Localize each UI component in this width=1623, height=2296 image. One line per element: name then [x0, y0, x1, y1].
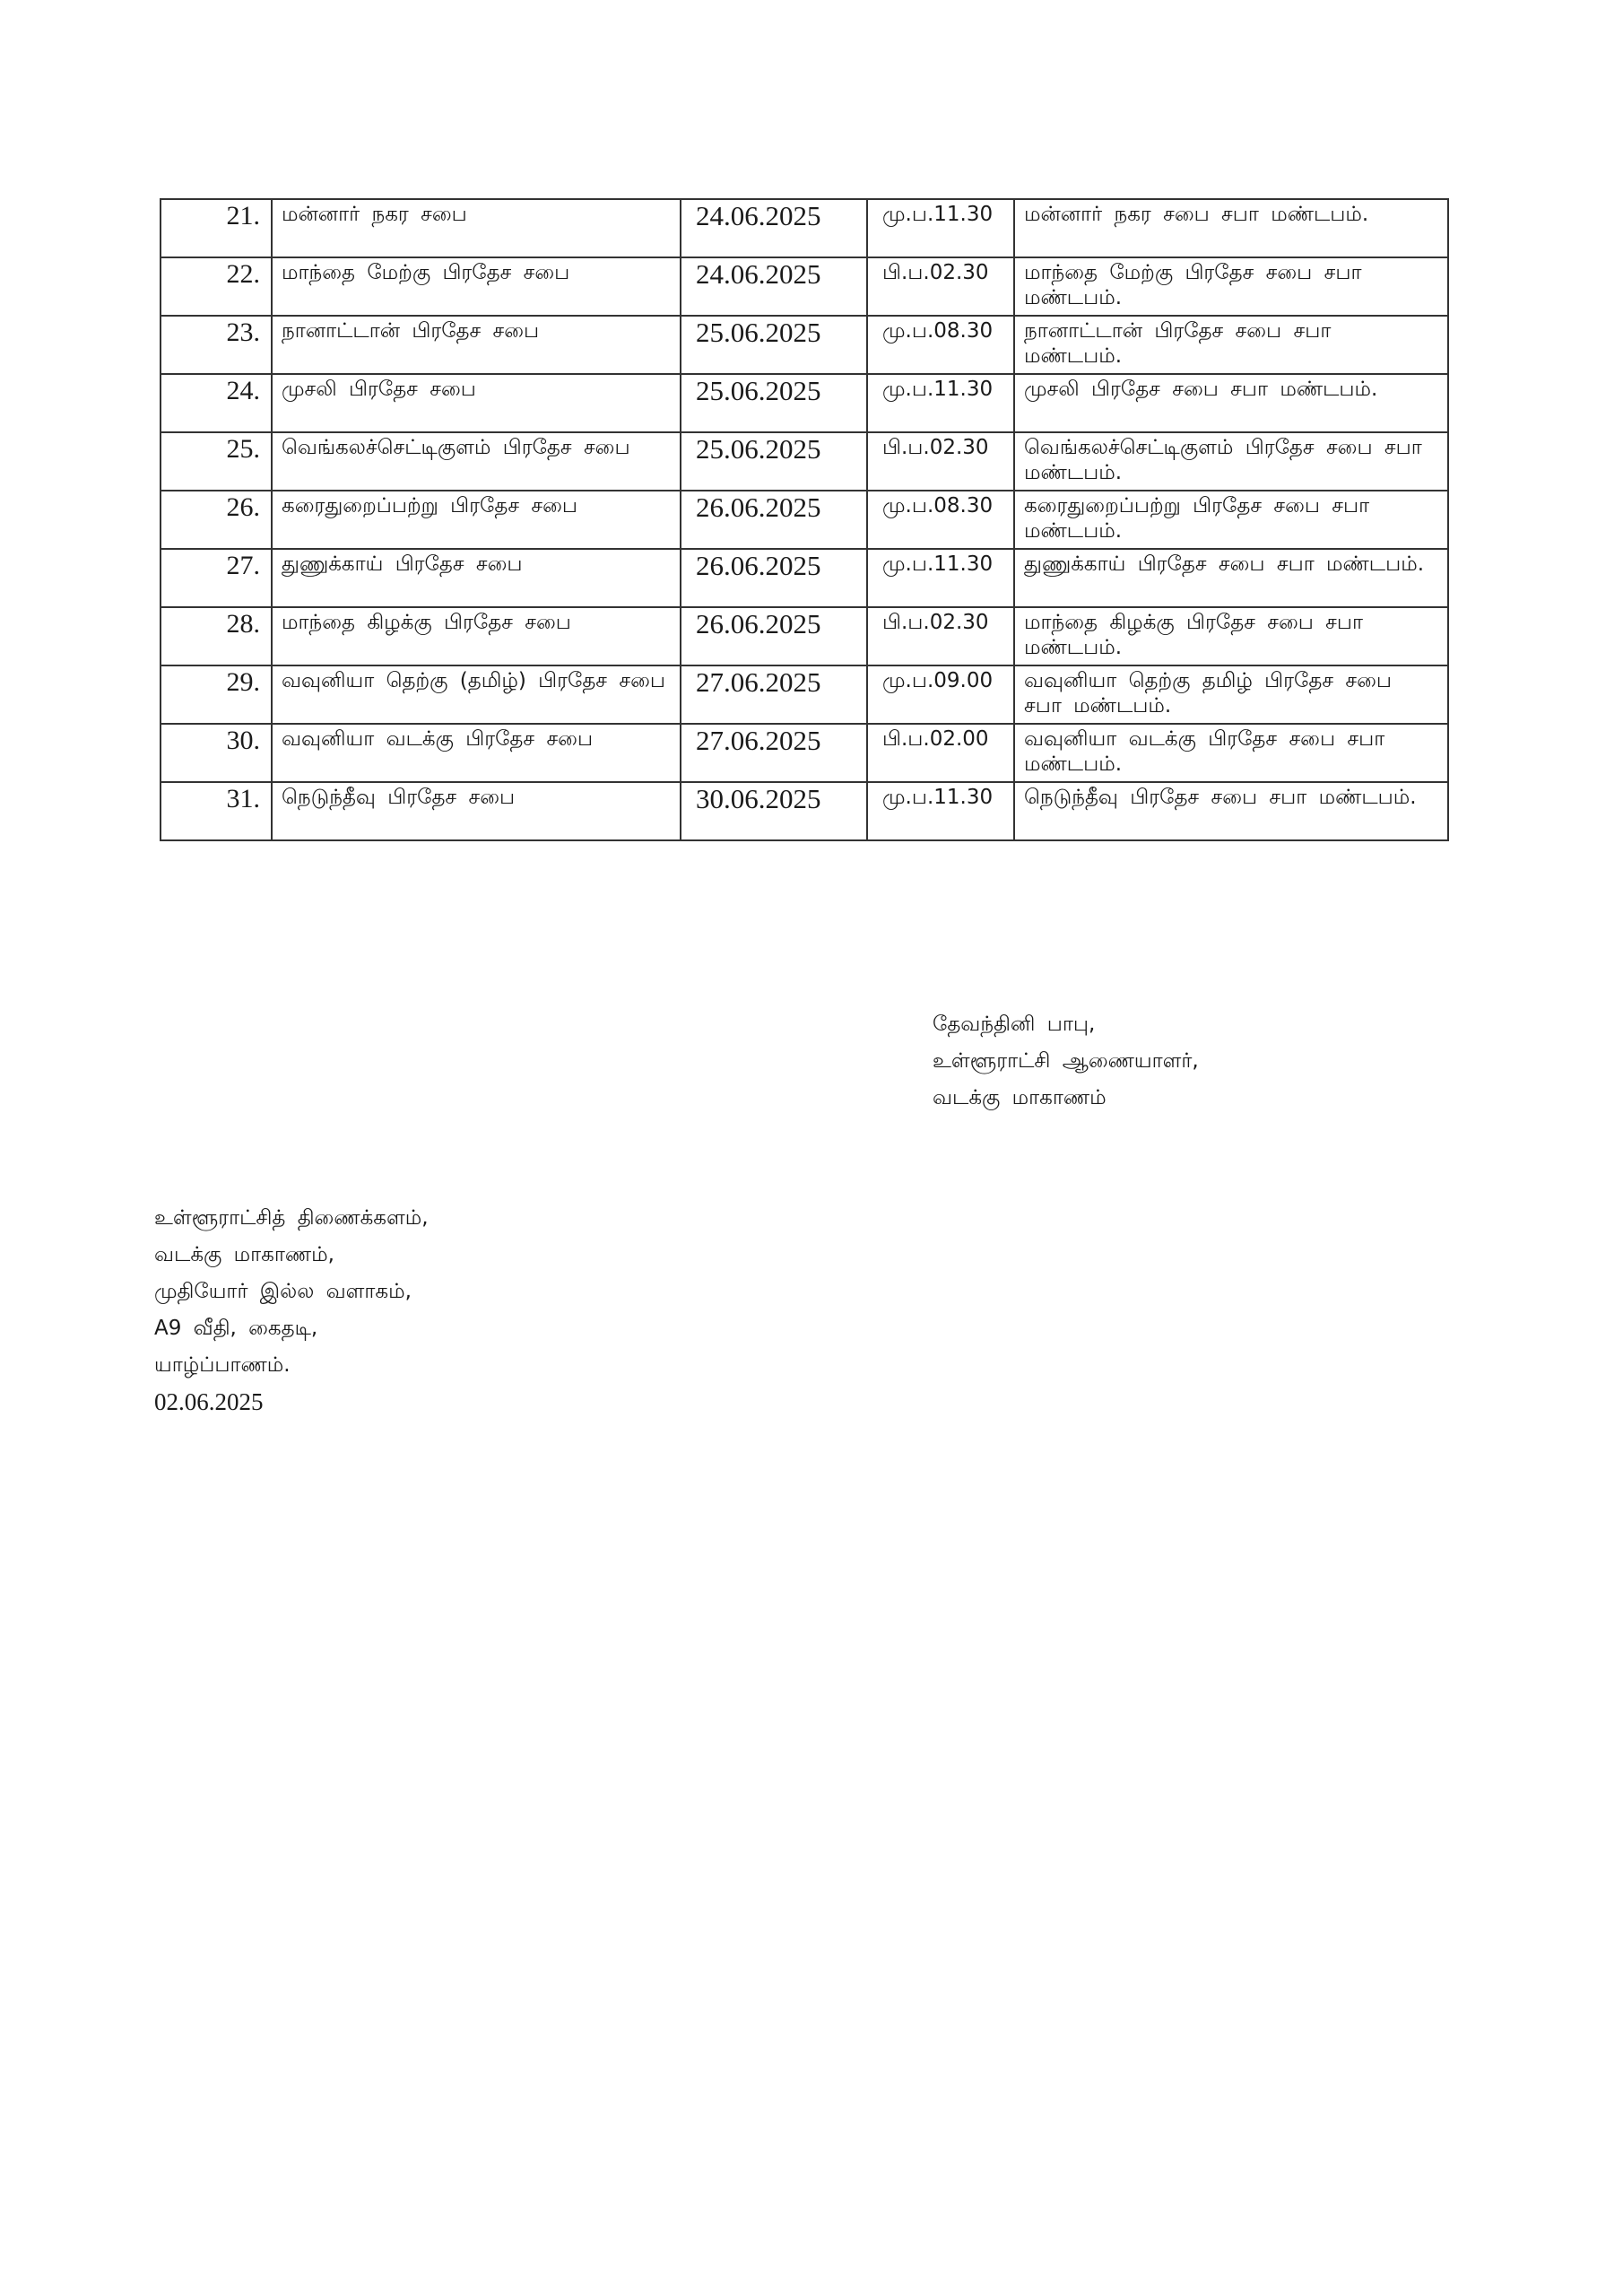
council-name: முசலி பிரதேச சபை	[272, 374, 681, 432]
council-name: கரைதுறைப்பற்று பிரதேச சபை	[272, 491, 681, 549]
table-row	[161, 782, 1448, 840]
address-line-department: உள்ளூராட்சித் திணைக்களம்,	[154, 1206, 429, 1230]
meeting-venue: முசலி பிரதேச சபை சபா மண்டபம்.	[1014, 374, 1448, 432]
table-row	[161, 316, 1448, 374]
meeting-date: 26.06.2025	[681, 491, 867, 549]
row-number: 27.	[161, 549, 272, 607]
meeting-time: மு.ப.08.30	[867, 491, 1014, 549]
meeting-venue: நெடுந்தீவு பிரதேச சபை சபா மண்டபம்.	[1014, 782, 1448, 840]
council-name: வவுனியா வடக்கு பிரதேச சபை	[272, 724, 681, 782]
meeting-venue: வவுனியா வடக்கு பிரதேச சபை சபா மண்டபம்.	[1014, 724, 1448, 782]
meeting-date: 26.06.2025	[681, 607, 867, 665]
address-line-road: A9 வீதி, கைதடி,	[154, 1317, 318, 1340]
meeting-venue: வெங்கலச்செட்டிகுளம் பிரதேச சபை சபா மண்டபம்.	[1014, 432, 1448, 491]
council-name: நெடுந்தீவு பிரதேச சபை	[272, 782, 681, 840]
meeting-date: 30.06.2025	[681, 782, 867, 840]
meeting-date: 24.06.2025	[681, 257, 867, 316]
meeting-venue: மன்னார் நகர சபை சபா மண்டபம்.	[1014, 199, 1448, 257]
council-name: மாந்தை மேற்கு பிரதேச சபை	[272, 257, 681, 316]
signatory-province: வடக்கு மாகாணம்	[933, 1086, 1107, 1109]
meeting-time: பி.ப.02.00	[867, 724, 1014, 782]
meeting-date: 24.06.2025	[681, 199, 867, 257]
signatory-designation: உள்ளூராட்சி ஆணையாளர்,	[933, 1049, 1199, 1073]
meeting-time: பி.ப.02.30	[867, 257, 1014, 316]
table-row	[161, 199, 1448, 257]
meeting-venue: நானாட்டான் பிரதேச சபை சபா மண்டபம்.	[1014, 316, 1448, 374]
meeting-time: பி.ப.02.30	[867, 432, 1014, 491]
meeting-venue: மாந்தை கிழக்கு பிரதேச சபை சபா மண்டபம்.	[1014, 607, 1448, 665]
council-name: நானாட்டான் பிரதேச சபை	[272, 316, 681, 374]
meeting-venue: மாந்தை மேற்கு பிரதேச சபை சபா மண்டபம்.	[1014, 257, 1448, 316]
council-name: மாந்தை கிழக்கு பிரதேச சபை	[272, 607, 681, 665]
meeting-date: 27.06.2025	[681, 665, 867, 724]
row-number: 31.	[161, 782, 272, 840]
address-line-city: யாழ்ப்பாணம்.	[154, 1353, 291, 1377]
meeting-date: 25.06.2025	[681, 374, 867, 432]
row-number: 29.	[161, 665, 272, 724]
office-address	[154, 1200, 429, 1421]
address-line-province: வடக்கு மாகாணம்,	[154, 1243, 334, 1266]
meeting-venue: துணுக்காய் பிரதேச சபை சபா மண்டபம்.	[1014, 549, 1448, 607]
meeting-time: மு.ப.11.30	[867, 549, 1014, 607]
address-line-complex: முதியோர் இல்ல வளாகம்,	[154, 1280, 412, 1303]
signatory-name: தேவந்தினி பாபு,	[933, 1013, 1096, 1036]
meeting-date: 27.06.2025	[681, 724, 867, 782]
council-name: வெங்கலச்செட்டிகுளம் பிரதேச சபை	[272, 432, 681, 491]
council-name: துணுக்காய் பிரதேச சபை	[272, 549, 681, 607]
meeting-time: பி.ப.02.30	[867, 607, 1014, 665]
row-number: 21.	[161, 199, 272, 257]
table-row	[161, 724, 1448, 782]
table-row	[161, 257, 1448, 316]
meeting-time: மு.ப.11.30	[867, 199, 1014, 257]
schedule-table	[160, 198, 1449, 841]
meeting-time: மு.ப.11.30	[867, 374, 1014, 432]
table-row	[161, 549, 1448, 607]
document-date: 02.06.2025	[154, 1388, 264, 1415]
council-name: வவுனியா தெற்கு (தமிழ்) பிரதேச சபை	[272, 665, 681, 724]
meeting-date: 26.06.2025	[681, 549, 867, 607]
table-row	[161, 491, 1448, 549]
meeting-venue: கரைதுறைப்பற்று பிரதேச சபை சபா மண்டபம்.	[1014, 491, 1448, 549]
row-number: 30.	[161, 724, 272, 782]
row-number: 24.	[161, 374, 272, 432]
row-number: 28.	[161, 607, 272, 665]
row-number: 26.	[161, 491, 272, 549]
table-row	[161, 607, 1448, 665]
row-number: 22.	[161, 257, 272, 316]
meeting-date: 25.06.2025	[681, 432, 867, 491]
row-number: 25.	[161, 432, 272, 491]
council-name: மன்னார் நகர சபை	[272, 199, 681, 257]
meeting-date: 25.06.2025	[681, 316, 867, 374]
row-number: 23.	[161, 316, 272, 374]
table-row	[161, 374, 1448, 432]
meeting-time: மு.ப.08.30	[867, 316, 1014, 374]
meeting-time: மு.ப.09.00	[867, 665, 1014, 724]
table-row	[161, 432, 1448, 491]
meeting-time: மு.ப.11.30	[867, 782, 1014, 840]
meeting-venue: வவுனியா தெற்கு தமிழ் பிரதேச சபை சபா மண்டபம்.	[1014, 665, 1448, 724]
signature-block	[933, 1006, 1199, 1117]
table-row	[161, 665, 1448, 724]
